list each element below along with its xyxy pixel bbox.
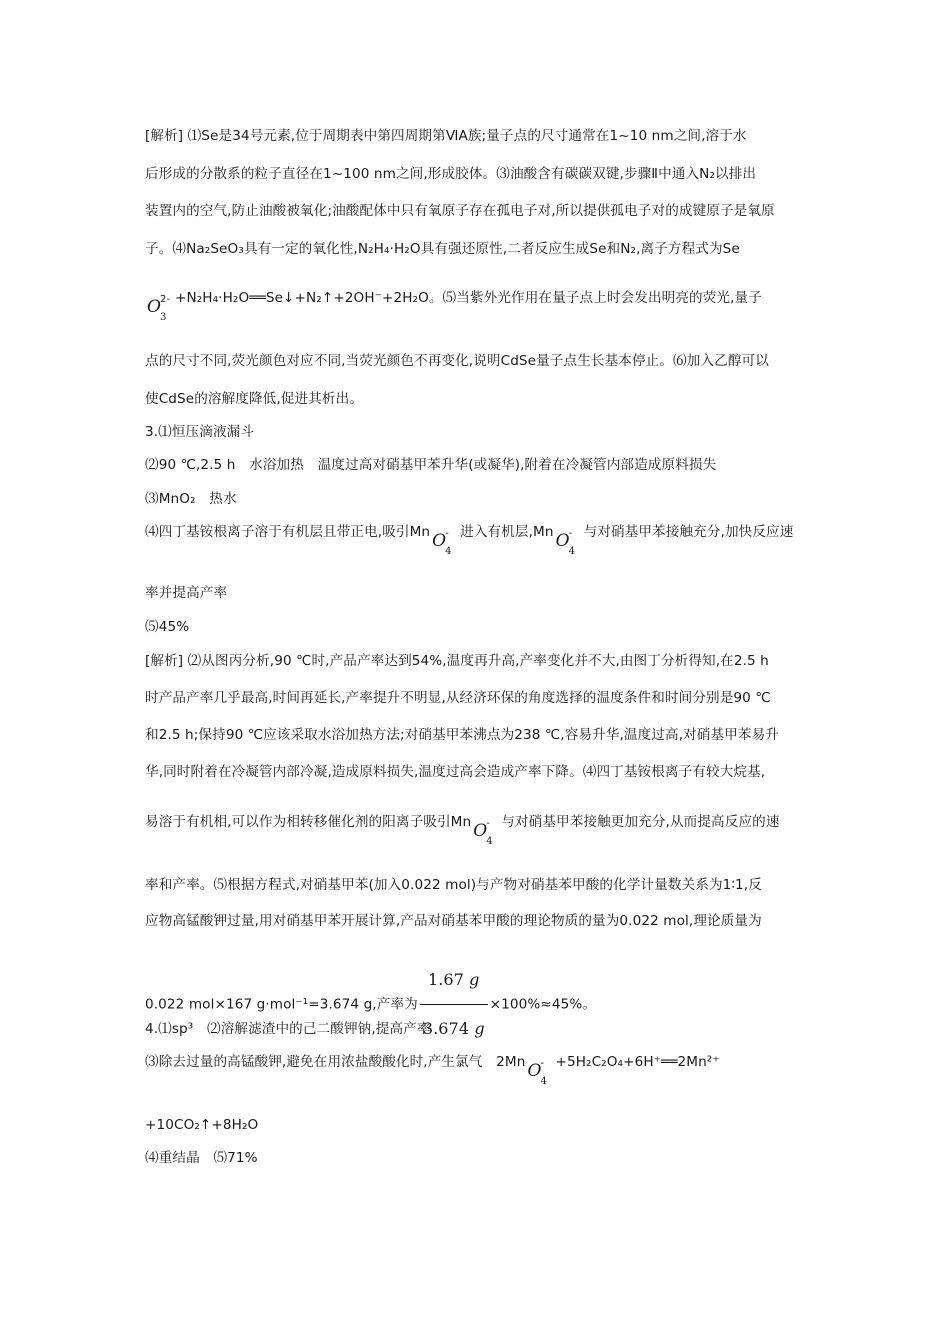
text-line: [145, 725, 815, 745]
ion-charge: -: [445, 528, 449, 539]
text-span: 与对硝基甲苯接触充分,加快反应速: [583, 524, 794, 540]
text-line: [145, 688, 815, 708]
text-span: 点的尺寸不同,荧光颜色对应不同,当荧光颜色不再变化,说明CdSe量子点生长基本停止。⑹加入乙醇可以: [145, 353, 769, 369]
text-line: [145, 422, 815, 442]
text-line: [145, 762, 815, 782]
permanganate-ion: [525, 1052, 555, 1087]
text-span: 3.⑴恒压滴液漏斗: [145, 424, 255, 440]
ion-charge: -: [486, 818, 490, 829]
numerator-unit: g: [469, 970, 480, 989]
selenite-ion: [145, 288, 175, 323]
text-span: ⑷四丁基铵根离子溶于有机层且带正电,吸引Mn: [145, 524, 431, 540]
text-span: ×100%≈45%。: [489, 996, 597, 1013]
permanganate-ion: [554, 522, 584, 557]
ion-charge: -: [568, 528, 573, 539]
ion-symbol: O: [527, 1061, 542, 1081]
text-span: ⑸45%: [145, 619, 190, 635]
text-span: 时产品产率几乎最高,时间再延长,产率提升不明显,从经济环保的角度选择的温度条件和时间分别是90 ℃: [145, 690, 771, 706]
text-span: 华,同时附着在冷凝管内部冷凝,造成原料损失,温度过高会造成产率下降。⑷四丁基铵根离子有较大烷基,: [145, 764, 766, 780]
text-line: [145, 1148, 815, 1168]
text-line: [145, 201, 815, 221]
text-span: 应物高锰酸钾过量,用对硝基甲苯开展计算,产品对硝基苯甲酸的理论物质的量为0.022 mol,理论质量为: [145, 913, 762, 929]
equation-line: [145, 288, 815, 323]
text-line: [145, 351, 815, 371]
text-line: [145, 126, 815, 146]
ion-symbol: O: [432, 531, 447, 551]
text-line: [145, 875, 815, 895]
permanganate-ion: [430, 522, 460, 557]
ion-symbol: O: [555, 531, 570, 551]
text-line: [145, 583, 815, 603]
text-line: [145, 455, 815, 475]
text-line: [145, 651, 815, 671]
text-span: ⑶MnO₂ 热水: [145, 491, 237, 507]
text-span: 率并提高产率: [145, 585, 228, 601]
text-line: [145, 911, 815, 931]
text-span: ⑵90 ℃,2.5 h 水浴加热 温度过高对硝基甲苯升华(或凝华),附着在冷凝管内部造成原料损失: [145, 457, 717, 473]
text-span: ⑶除去过量的高锰酸钾,避免在用浓盐酸酸化时,产生氯气 2Mn: [145, 1054, 526, 1070]
text-line: [145, 389, 815, 409]
text-span: 使CdSe的溶解度降低,促进其析出。: [145, 391, 363, 407]
text-span: [解析] ⑴Se是34号元素,位于周期表中第四周期第ⅥA族;量子点的尺寸通常在1~10 nm之间,溶于水: [145, 128, 747, 144]
text-span: 4.⑴sp³ ⑵溶解滤渣中的己二酸钾钠,提高产率: [145, 1021, 431, 1037]
text-line: [145, 489, 815, 509]
text-span: 子。⑷Na₂SeO₃具有一定的氧化性,N₂H₄·H₂O具有强还原性,二者反应生成Se和N₂,离子方程式为Se: [145, 241, 740, 257]
numerator-value: 1.67: [427, 970, 464, 989]
ion-subscript: 4: [486, 836, 493, 847]
text-span: 进入有机层,Mn: [460, 524, 554, 540]
text-line: [145, 522, 815, 557]
text-line: [145, 617, 815, 637]
text-span: 和2.5 h;保持90 ℃应该采取水浴加热方法;对硝基甲苯沸点为238 ℃,容易升华,温度过高,对硝基甲苯易升: [145, 727, 779, 743]
ion-subscript: 4: [445, 546, 452, 557]
text-span: ⑷重结晶 ⑸71%: [145, 1150, 258, 1166]
text-line: [145, 1115, 815, 1135]
ion-subscript: 4: [540, 1076, 547, 1087]
denominator-value: 3.674: [422, 1019, 470, 1038]
text-span: +5H₂C₂O₄+6H⁺══2Mn²⁺: [555, 1054, 720, 1070]
text-line: [145, 164, 815, 184]
ion-subscript: 4: [568, 546, 576, 557]
text-line: [145, 1019, 815, 1039]
ion-subscript: 3: [160, 312, 167, 323]
permanganate-ion: [471, 812, 501, 847]
text-line: [145, 239, 815, 259]
ion-charge: -: [540, 1058, 545, 1069]
text-span: [解析] ⑵从图丙分析,90 ℃时,产品产率达到54%,温度再升高,产率变化并不大,由图丁分析得知,在2.5 h: [145, 653, 769, 669]
ion-symbol: O: [147, 297, 162, 317]
text-span: 易溶于有机相,可以作为相转移催化剂的阳离子吸引Mn: [145, 814, 472, 830]
fraction-numerator: [420, 958, 488, 1005]
text-span: +N₂H₄·H₂O══Se↓+N₂↑+2OH⁻+2H₂O。⑸当紫外光作用在量子点上时会发出明亮的荧光,量子: [175, 290, 762, 306]
text-span: 与对硝基甲苯接触更加充分,从而提高反应的速: [501, 814, 780, 830]
text-span: 0.022 mol×167 g·mol⁻¹=3.674 g,产率为: [145, 996, 418, 1013]
text-span: +10CO₂↑+8H₂O: [145, 1117, 259, 1133]
text-line: [145, 1052, 815, 1087]
text-span: 率和产率。⑸根据方程式,对硝基甲苯(加入0.022 mol)与产物对硝基苯甲酸的化学计量数关系为1∶1,反: [145, 877, 762, 893]
text-span: 后形成的分散系的粒子直径在1~100 nm之间,形成胶体。⑶油酸含有碳碳双键,步骤Ⅱ中通入N₂以排出: [145, 166, 757, 182]
text-line: [145, 812, 815, 847]
ion-symbol: O: [473, 821, 488, 841]
denominator-unit: g: [474, 1019, 485, 1038]
ion-charge: 2-: [160, 294, 171, 305]
text-span: 装置内的空气,防止油酸被氧化;油酸配体中只有氧原子存在孤电子对,所以提供孤电子对的成键原子是氧原: [145, 203, 775, 219]
